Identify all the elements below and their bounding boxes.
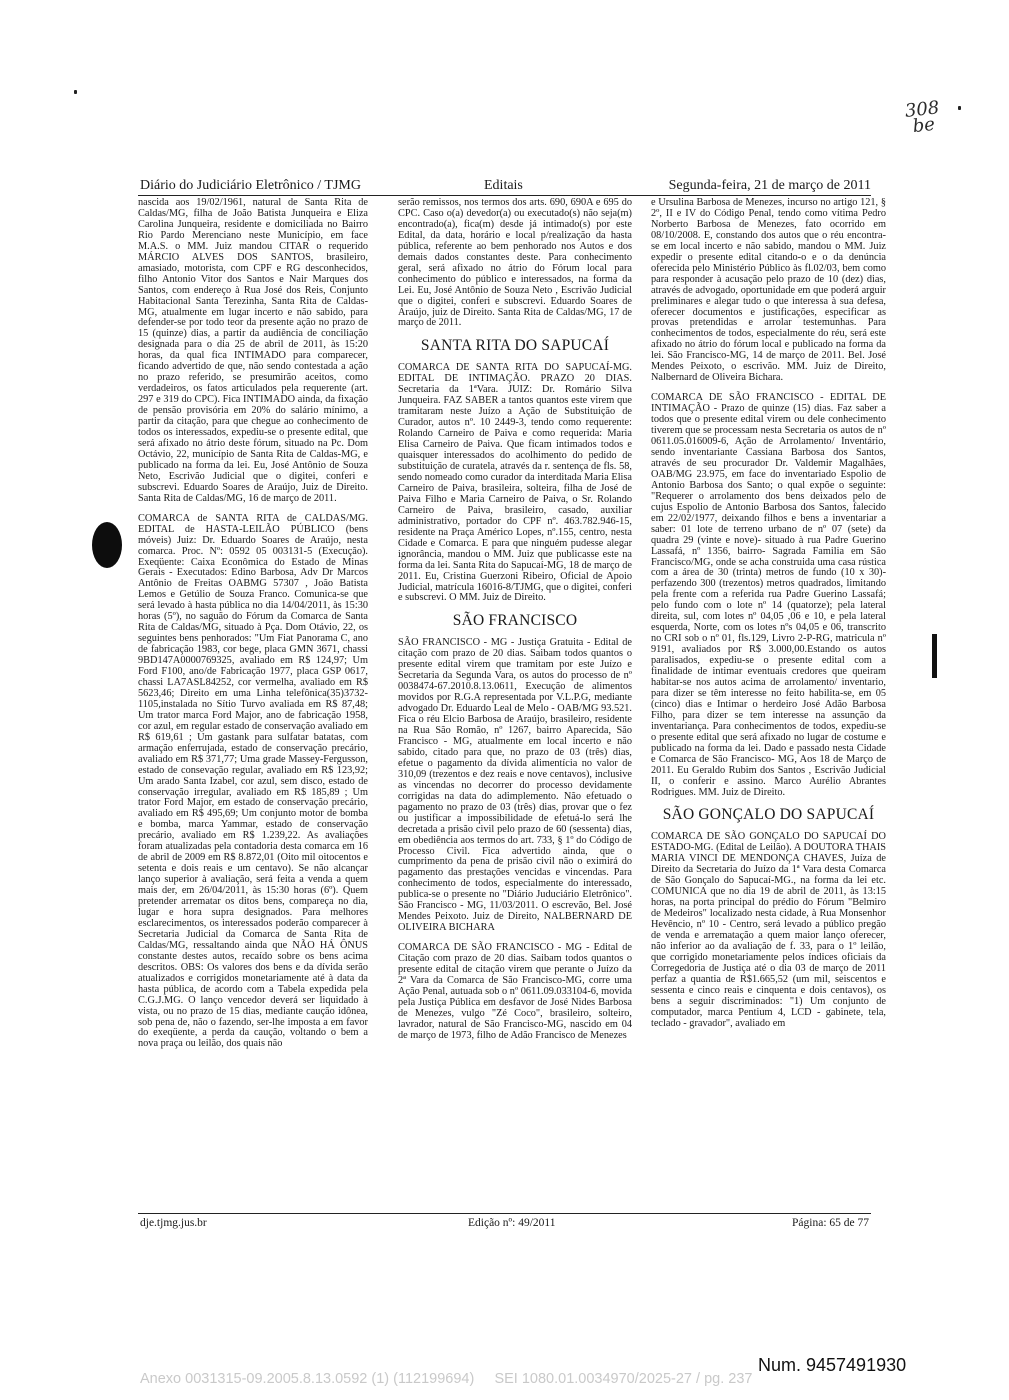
- column-3: [651, 198, 886, 1030]
- edital-paragraph: COMARCA de SANTA RITA de CALDAS/MG. EDITAL de HASTA-LEILÃO PÚBLICO (bens móveis) Juiz: Dr. Eduardo Soares de Araújo, nesta comarca. Proc. Nº: 0592 05 003131-5 (Execução). Exeqüente: Caixa Econômica do Estado de Minas Gerais - Executados: Edino Barbosa, Adv Dr Marcos Antônio de Freitas OABMG 57307 , João Batista Lemos e Getúlio de Souza Franco. Comunica-se que será levado à hasta pública no dia 14/04/2011, às 15:30 horas (5º), no saguão do Fórum da Comarca de Santa Rita de Caldas/MG, situado à Pça. Dom Otávio, 22, os seguintes bens penhorados: "Um Fiat Panorama C, ano de fabricação 1983, cor bege, placa GMN 3671, chassi 9BD147A0000769325, avaliado em R$ 124,97; Um Ford F100, ano/de Fabricação 1977, placa GSP 0617, chassi LA7ASL84252, cor vermelha, avaliado em R$ 5623,46; Direito em uma Linha telefônica(35)3732-1105,instalada no Sítio Turvo avaliada em R$ 87,48; Um trator marca Ford Major, ano de fabricação 1958, cor azul, em regular estado de conservação avaliado em R$ 619,61 ; Um gastank para sulfatar batatas, com armação enferrujada, estado de conservação precário, avaliado em R$ 371,77; Uma grade Massey-Fergusson, estado de consevação regular, avaliado em R$ 123,92; Um arado Santa Izabel, cor azul, sem disco, estado de conservação irregular, avaliado em R$ 185,89 ; Um trator Ford Major, em estado de conservação precário, avaliado em R$ 495,69; Um conjunto motor de bomba e bomba, marca Yammar, estado de conservação precário, avaliado em R$ 1.239,22. As avaliações foram atualizadas pela contadoria desta comarca em 16 de abril de 2009 em R$ 8.872,01 (Oito mil oitocentos e setenta e dois reais e um centavo). Se não alcançar lanço superior à avaliação, será feita a venda a quem mais der, em 26/04/2011, às 15:30 horas (6º). Quem pretender arrematar os ditos bens, compareça no dia, lugar e hora supra designados. Para melhores esclarecimentos, os interessados poderão comparecer à Secretaria Judicial da Comarca de Santa Rita de Caldas/MG, ressaltando ainda que NÃO HÁ ÔNUS constante destes autos, recaído sobre os bens acima descritos. OBS: Os valores dos bens e da dívida serão atualizados e corrigidos monetariamente até à data da hasta pública, de acordo com a Tabela expedida pela C.G.J.MG. O lanço vencedor deverá ser liquidado à vista, ou no prazo de 15 dias, mediante caução idônea, sob pena de, não o fazendo, ser-lhe imposta a em favor do exeqüente, a perda da caução, voltando o bem a nova praça ou leilão, dos quais não: [138, 512, 368, 1050]
- footer-rule: [138, 1213, 871, 1214]
- attachment-watermark: Anexo 0031315-09.2005.8.13.0592 (1) (112199694) SEI 1080.01.0034970/2025-27 / pg. 237: [140, 1371, 753, 1387]
- edital-paragraph: COMARCA DE SANTA RITA DO SAPUCAÍ-MG. EDITAL DE INTIMAÇÃO. PRAZO 20 DIAS. Secretaria da 1ªVara. JUIZ: Dr. Romário Silva Junqueira. FAZ SABER a tantos quantos este virem que tramitaram neste Juízo a Ação de Substituição de Curador, autos nº. 10 2449-3, tendo como requerente: Rolando Carneiro de Paiva e como requerida: Maria Elisa Carneiro de Paiva. Que ficam intimados todos e quaisquer interessados do acolhimento do pedido de substituição de curatela, através da r. sentença de fls. 58, sendo nomeado como curador da interditada Maria Elisa Carneiro de Paiva, brasileira, solteira, filha de José de Paiva Filho e Maria Carneiro de Paiva, o Sr. Rolando Carneiro de Paiva, brasileiro, casado, auxiliar administrativo, portador do CPF nº. 463.782.946-15, residente na Praça Américo Lopes, nº.155, centro, nesta Cidade e Comarca. E para que ninguém pudesse alegar ignorância, mandou o MM. Juiz que publicasse este na forma da lei. Santa Rita do Sapucaí-MG, 18 de março de 2011. Eu, Cristina Guerzoni Ribeiro, Oficial de Apoio Judicial, matrícula 16016-8/TJMG, que o digitei, conferi e subscrevi. O MM. Juiz de Direito.: [398, 362, 632, 604]
- edital-paragraph: nascida aos 19/02/1961, natural de Santa Rita de Caldas/MG, filha de João Batista Junqueira e Eliza Carolina Junqueira, residente e domiciliada no Bairro Rio Pardo Merenciano neste Município, em face M.A.S. o MM. Juiz mandou CITAR o requerido MÁRCIO ALVES DOS SANTOS, brasileiro, amasiado, motorista, com CPF e RG desconhecidos, filho Antonio Vitor dos Santos e Nair Marques dos Santos, com endereço à Rua José dos Reis, Conjunto Habitacional Santa Terezinha, Santa Rita de Caldas-MG, atualmente em lugar incerto e não sabido, para defender-se por todo teor da presente ação no prazo de 15 (quinze) dias, a partir da audiência de conciliação designada para o dia 25 de abril de 2011, às 15:20 horas, da qual fica INTIMADO para comparecer, ficando advertido de que, não sendo contestada a ação no prazo referido, se presumirão aceitos, como verdadeiros, os fatos articulados pela requerente (art. 297 e 319 do CPC). Fica INTIMADO ainda, da fixação de pensão provisória em 20% do salário mínimo, a partir da citação, para que chegue ao conhecimento de todos os interessados, expediu-se o presente edital, que será afixado no átrio deste fórum, situado na Pc. Dom Octávio, 22, município de Santa Rita de Caldas-MG, e publicado na forma da lei. Eu, José Antônio de Souza Neto, Escrivão Judicial que o digitei, conferi e subscrevi. Eduardo Soares de Araújo, Juiz de Direito. Santa Rita de Caldas/MG, 16 de março de 2011.: [138, 197, 368, 504]
- scan-speck: [74, 90, 77, 94]
- edital-paragraph: COMARCA DE SÃO FRANCISCO - EDITAL DE INTIMAÇÃO - Prazo de quinze (15) dias. Faz saber a todos que o presente edital virem ou dele conhecimento tiverem que se processam nesta Secretaria os autos de nº 0611.05.016009-6, Ação de Arrolamento/ Inventário, sendo inventariante Cassiana Barbosa dos Santos, através de seu procurador Dr. Valdemir Magalhães, OAB/MG 23.975, em face do inventariado Espolio de Antonio Barbosa dos Santo; o qual expõe o seguinte: "Requerer o arrolamento dos bens deixados pelo de cujus Espolio de Antonio Barbosa dos Santos, falecido em 22/02/1977, deixando filhos e bens a inventariar a saber: 01 lote de terreno urbano de nº 07 (sete) da quadra 29 (vinte e nove)- situado à rua Padre Guerino Lassafá, nº 1356, bairro- Sagrada Familia em São Francisco/MG, onde se acha construida uma casa rústica com a área de 30 (trinta) metros de fundo (10 x 30)- perfazendo 300 (trezentos) metros quadrados, limitando pela frente com a referida rua Padre Guerino Lassafá; pelo fundo com o lote nº 14 (quatorze); pela lateral direita, sul, com lotes nº 04,05 ,06 e 10, e pela lateral esquerda, Norte, com os lotes nºs 04,05 e 06, transcrito no CRI sob o nº 01, fls.129, Livro 2-P-RG, matricula nº 9191, avaliados por R$ 3.000,00.Estando os autos paralisados, expediu-se o presente edital com a finalidade de intimar eventuais credores que queiram habitar-se nos autos acima de arrolamento/ inventario, para dizer se têm interesse no feito habilita-se, em 05 (cinco) dias e Intimar o herdeiro José Adão Barbosa Filho, para dizer se tem interesse na assunção da inventariança. Para conhecimentos de todos, expediu-se o presente edital que será afixado no lugar de costume e publicado na forma da lei. Dado e passado nesta Cidade e Comarca de São Francisco- MG, Aos 18 de Março de 2011. Eu Geraldo Rubim dos Santos , Escrivão Judicial II, o conferir e assino. Marco Aurélio Abrantes Rodrigues. MM. Juiz de Direito.: [651, 392, 886, 798]
- header-date: Segunda-feira, 21 de março de 2011: [668, 178, 871, 193]
- section-heading: SÃO FRANCISCO: [452, 612, 578, 630]
- edital-paragraph: COMARCA DE SÃO FRANCISCO - MG - Edital de Citação com prazo de 20 dias. Saibam todos quantos o presente edital de citação virem que perante o Juízo da 2ª Vara da Comarca de São Francisco-MG, corre uma Ação Penal, autuada sob o nº 0611.09.033104-6, movida pela Justiça Pública em desfavor de José Nides Barbosa de Menezes, vulgo "Zé Coco", brasileiro, solteiro, lavrador, natural de São Francisco-MG, nascido em 04 de março de 1973, filho de Adão Francisco de Menezes: [398, 942, 632, 1041]
- footer-site: dje.tjmg.jus.br: [140, 1217, 207, 1229]
- handwritten-page-number: 308 be: [903, 97, 941, 138]
- edital-paragraph: serão remissos, nos termos dos arts. 690, 690A e 695 do CPC. Caso o(a) devedor(a) ou executado(s) não seja(m) encontrado(a), fica(m) desde já intimado(s) por este Edital, da data, horário e local p/realização da hasta pública, referente ao bem penhorado nos Autos e dos demais dados constantes deste. Para conhecimento geral, será afixado no átrio do Fórum local para conhecimento do público e interessados, na forma da Lei. Eu, José Antônio de Souza Neto , Escrivão Judicial que o digitei, conferi e subscrevi. Eduardo Soares de Araújo, juiz de Direito. Santa Rita de Caldas/MG, 17 de março de 2011.: [398, 197, 632, 329]
- margin-bar: [932, 634, 937, 678]
- punch-hole: [92, 522, 122, 568]
- header-section: Editais: [484, 178, 523, 193]
- section-heading: SÃO GONÇALO DO SAPUCAÍ: [662, 806, 875, 824]
- column-1: [138, 198, 368, 1050]
- footer-page: Página: 65 de 77: [792, 1217, 869, 1229]
- section-heading: SANTA RITA DO SAPUCAÍ: [420, 337, 610, 355]
- header-journal-title: Diário do Judiciário Eletrônico / TJMG: [140, 178, 361, 193]
- edital-paragraph: SÃO FRANCISCO - MG - Justiça Gratuita - Edital de citação com prazo de 20 dias. Saibam todos quantos o presente edital virem que tramitam por este Juízo e Secretaria da Segunda Vara, os autos do processo de nº 0038474-67.2010.8.13.0611, Execução de alimentos movidos por R.G.A representada por V.L.P.G, mediante advogado Dr. Eduardo Leal de Melo - OAB/MG 93.521. Fica o réu Elcio Barbosa de Araújo, brasileiro, residente na Rua São Romão, nº 1267, bairro Aparecida, São Francisco - MG, atualmente em local incerto e não sabido, citado para que, no prazo de 03 (três) dias, efetue o pagamento da dívida alimentícia no valor de 310,09 (trezentos e dez reais e nove centavos), inclusive as vincendas no decorrer do processo devidamente corrigidas na data do adimplemento. Não efetuado o pagamento no prazo de 03 (três) dias, provar que o fez ou justificar a impossibilidade de efetuá-lo será lhe decretada a prisão civil pelo prazo de 60 (sessenta) dias, em obediência aos termos do art. 733, § 1º do Código de Processo Civil. Fica advertido ainda, que o cumprimento da pena de prisão civil não o eximirá do pagamento das prestações vencidas e vincendas. Para conhecimento de todos, especialmente do interessado, publica-se o presente no "Diário Juduciário Eletrônico". São Francisco - MG, 11/03/2011. O escrevão, Bel. José Mendes Peixoto. Juiz de Direito, NALBERNARD DE OLIVEIRA BICHARA: [398, 637, 632, 934]
- header-rule: [138, 195, 871, 196]
- edital-paragraph: e Ursulina Barbosa de Menezes, incurso no artigo 121, § 2º, II e IV do Código Penal, tendo como vítima Pedro Norberto Barbosa de Menezes, fato ocorrido em 08/10/2008. E, constando dos autos que o réu encontra-se em local incerto e não sabido, mandou o MM. Juiz expedir o presente edital citando-o e o da denúncia oferecida pelo Ministério Público às fl.02/03, bem como para responder à acusação pelo prazo de 10 (dez) dias, através de advogado, oportunidade em que poderá arguir preliminares e alegar tudo o que interessa à sua defesa, oferecer documentos e justificações, especificar as provas pretendidas e arrolar testemunhas. Para conhecimentos de todos, especialmente do réu, será este afixado no átrio do fórum local e publicado na forma da lei. São Francisco-MG, 14 de março de 2011. Bel. José Mendes Peixoto, o escrivão. MM. Juiz de Direito, Nalbernard de Oliveira Bichara.: [651, 197, 886, 384]
- scan-speck: [958, 106, 961, 110]
- column-2: [398, 198, 632, 1042]
- footer-edition: Edição nº: 49/2011: [468, 1217, 556, 1229]
- page-header: [138, 178, 871, 196]
- document-number-stamp: Num. 9457491930: [758, 1355, 907, 1375]
- edital-paragraph: COMARCA DE SÃO GONÇALO DO SAPUCAÍ DO ESTADO-MG. (Edital de Leilão). A DOUTORA THAIS MARIA VINCI DE MENDONÇA CHAVES, Juíza de Direito da Secretaria do Juízo da 1ª Vara desta Comarca de São Gonçalo do Sapucaí-MG., na forma da lei etc. COMUNICA que no dia 19 de abril de 2011, às 13:15 horas, na porta principal do prédio do Fórum "Belmiro de Medeiros" localizado nesta cidade, à Rua Monsenhor Hevêncio, nº 10 - Centro, será levado a público pregão de venda e arrematação a quem maior lanço oferecer, não inferior ao da avaliação de f. 33, para o 1º leilão, que corrigido monetariamente pelos índices oficiais da Corregedoria de Justiça até o dia 03 de março de 2011 perfaz a quantia de R$1.665,52 (um mil, seiscentos e sessenta e cinco reais e cinquenta e dois centavos), os bens a seguir discriminados: "1) Um conjunto de computador, marca Pentium 4, LCD - gabinete, tela, teclado - gravador", avaliado em: [651, 831, 886, 1029]
